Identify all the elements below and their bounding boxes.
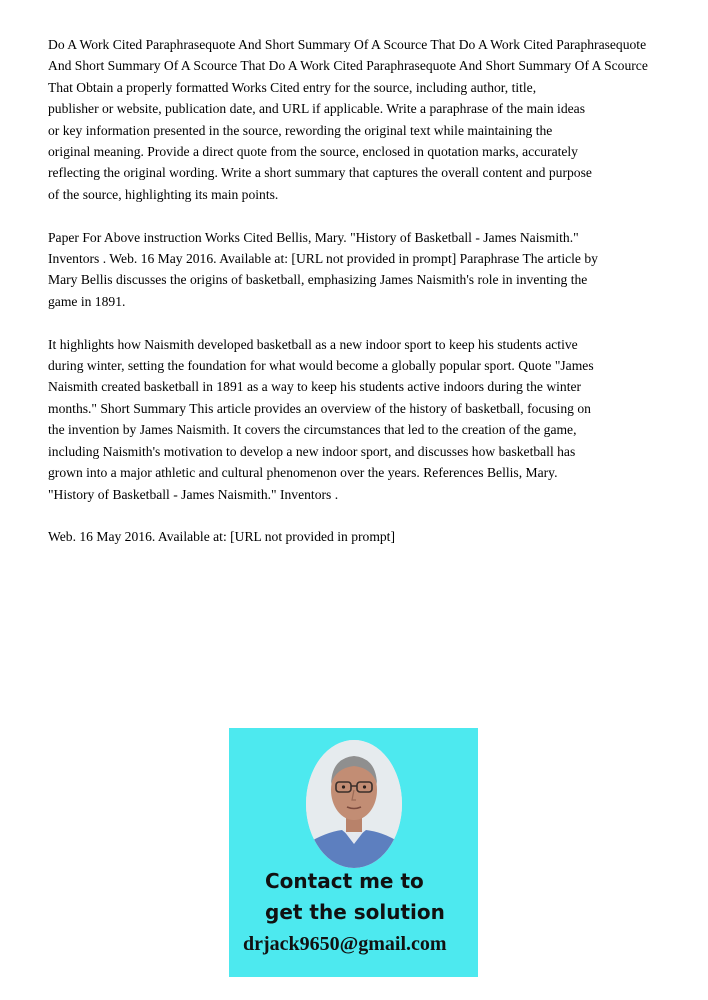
text-line: the invention by James Naismith. It covers the circumstances that led to the creation of the game, [48, 422, 577, 438]
text-line: including Naismith's motivation to develop a new indoor sport, and discusses how basketball has [48, 443, 576, 459]
paragraph-works-cited [48, 227, 688, 313]
text-line: reflecting the original wording. Write a short summary that captures the overall content and purpose [48, 165, 592, 181]
contact-heading-line-2: get the solution [265, 900, 445, 924]
contact-heading-line-1: Contact me to [265, 869, 424, 893]
paragraph-reference-date [48, 526, 688, 547]
text-line: original meaning. Provide a direct quote from the source, enclosed in quotation marks, accurately [48, 144, 578, 160]
text-line: "History of Basketball - James Naismith." Inventors . [48, 486, 339, 502]
contact-promo-banner [229, 728, 478, 977]
text-line: It highlights how Naismith developed basketball as a new indoor sport to keep his students active [48, 336, 578, 352]
text-line: or key information presented in the source, rewording the original text while maintaining the [48, 122, 553, 138]
paragraph-instructions [48, 34, 688, 205]
text-line: Inventors . Web. 16 May 2016. Available at: [URL not provided in prompt] Paraphrase The article by [48, 251, 598, 267]
profile-photo [306, 740, 402, 868]
text-line: game in 1891. [48, 293, 126, 309]
text-line: That Obtain a properly formatted Works Cited entry for the source, including author, title, [48, 79, 537, 95]
text-line: Mary Bellis discusses the origins of basketball, emphasizing James Naismith's role in inventing the [48, 272, 588, 288]
text-line: Web. 16 May 2016. Available at: [URL not provided in prompt] [48, 529, 395, 545]
contact-email: drjack9650@gmail.com [243, 933, 447, 955]
paragraph-summary [48, 334, 688, 505]
text-line: Naismith created basketball in 1891 as a way to keep his students active indoors during the winter [48, 379, 582, 395]
text-line: And Short Summary Of A Scource That Do A Work Cited Paraphrasequote And Short Summary Of A Scource [48, 58, 648, 74]
text-line: during winter, setting the foundation for what would become a globally popular sport. Quote "James [48, 358, 594, 374]
text-line: Paper For Above instruction Works Cited Bellis, Mary. "History of Basketball - James Naismith." [48, 229, 579, 245]
text-line: months." Short Summary This article provides an overview of the history of basketball, focusing on [48, 400, 591, 416]
text-line: Do A Work Cited Paraphrasequote And Short Summary Of A Scource That Do A Work Cited Paraphrasequote [48, 37, 647, 52]
document-body [48, 34, 688, 569]
text-line: grown into a major athletic and cultural phenomenon over the years. References Bellis, Mary. [48, 465, 558, 481]
text-line: publisher or website, publication date, and URL if applicable. Write a paraphrase of the main ideas [48, 101, 585, 117]
text-line: of the source, highlighting its main points. [48, 186, 279, 202]
